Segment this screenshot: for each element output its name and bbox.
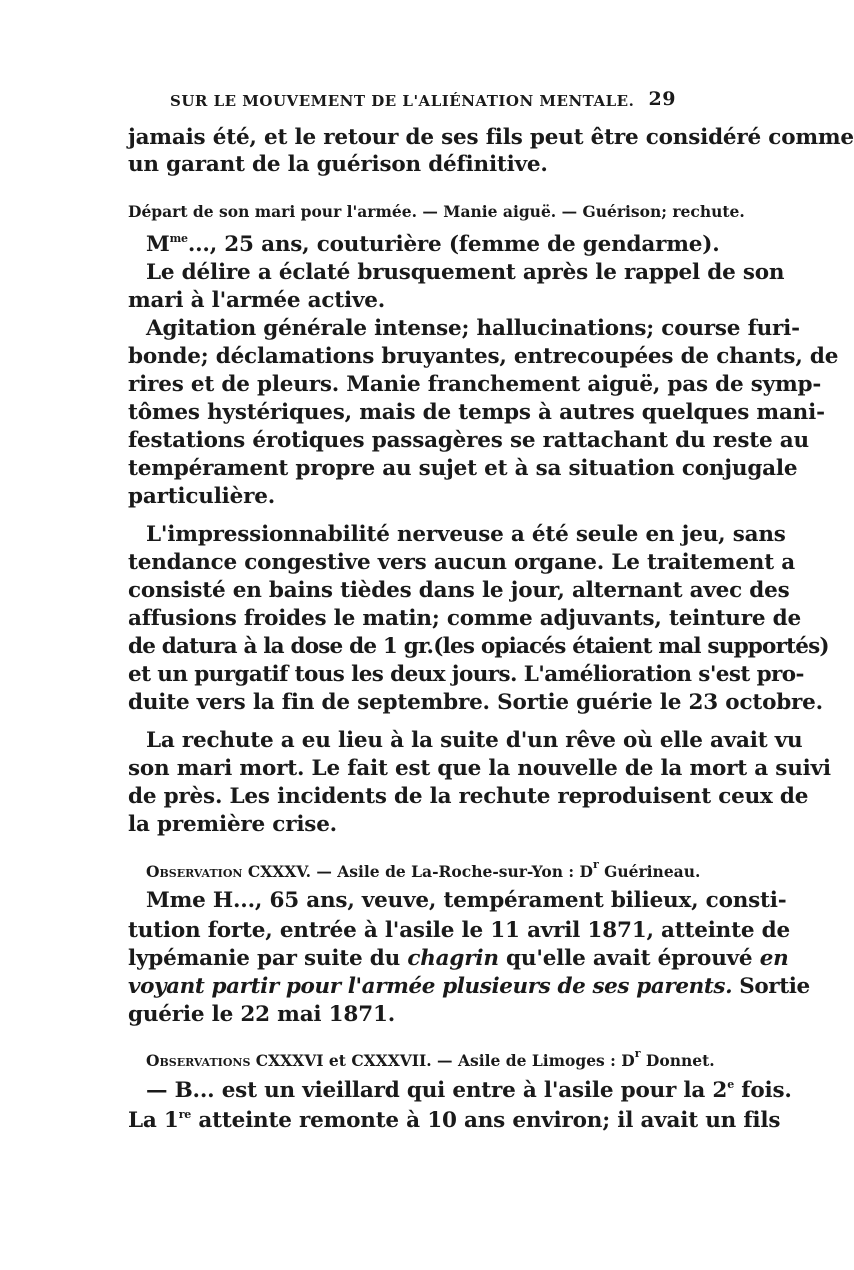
text-line: Mme H..., 65 ans, veuve, tempérament bilieux, consti- [146, 888, 787, 913]
text-line: un garant de la guérison définitive. [128, 152, 548, 177]
text-line: particulière. [128, 484, 276, 509]
text-line: Agitation générale intense; hallucinations; course furi- [146, 316, 800, 341]
text-line: — B... est un vieillard qui entre à l'asile pour la 2e fois. [146, 1078, 792, 1103]
running-head-title: SUR LE MOUVEMENT DE L'ALIÉNATION MENTALE. [170, 92, 635, 110]
text-line: son mari mort. Le fait est que la nouvelle de la mort a suivi [128, 756, 831, 781]
text-line: La rechute a eu lieu à la suite d'un rêve où elle avait vu [146, 728, 803, 753]
text-line: la première crise. [128, 812, 337, 837]
text-line: $M^{me}$..., 25 ans, couturière (femme de gendarme). [146, 232, 720, 257]
text-line: mari à l'armée active. [128, 288, 386, 313]
text-line: lypémanie par suite du chagrin qu'elle avait éprouvé en [128, 946, 789, 971]
text-line: L'impressionnabilité nerveuse a été seule en jeu, sans [146, 522, 786, 547]
observation-heading: Observation CXXXV. — Asile de La-Roche-sur-Yon : $D^r$ Guérineau. [146, 858, 701, 881]
text-line: affusions froides le matin; comme adjuvants, teinture de [128, 606, 801, 631]
text-line: et un purgatif tous les deux jours. L'amélioration s'est pro- [128, 662, 804, 687]
page-number: 29 [648, 88, 676, 110]
text-line: de datura à la dose de 1 gr.(les opiacés étaient mal supportés) [128, 634, 829, 659]
text-line: rires et de pleurs. Manie franchement aiguë, pas de symp- [128, 372, 822, 397]
case-heading: Départ de son mari pour l'armée. — Manie aiguë. — Guérison; rechute. [128, 202, 745, 221]
text-line: guérie le 22 mai 1871. [128, 1002, 395, 1027]
text-line: La 1re atteinte remonte à 10 ans environ; il avait un fils [128, 1108, 781, 1133]
text-line: consisté en bains tièdes dans le jour, alternant avec des [128, 578, 790, 603]
text-line: de près. Les incidents de la rechute reproduisent ceux de [128, 784, 809, 809]
text-line: tempérament propre au sujet et à sa situation conjugale [128, 456, 798, 481]
observation-heading: Observations CXXXVI et CXXXVII. — Asile de Limoges : $D^r$ Donnet. [146, 1047, 715, 1070]
text-line: festations érotiques passagères se rattachant du reste au [128, 428, 809, 453]
text-line: tution forte, entrée à l'asile le 11 avril 1871, atteinte de [128, 918, 790, 943]
text-line: tendance congestive vers aucun organe. Le traitement a [128, 550, 795, 575]
text-line: voyant partir pour l'armée plusieurs de ses parents. Sortie [128, 974, 810, 999]
text-line: duite vers la fin de septembre. Sortie guérie le 23 octobre. [128, 690, 823, 715]
text-line: tômes hystériques, mais de temps à autres quelques mani- [128, 400, 825, 425]
text-line: jamais été, et le retour de ses fils peut être considéré comme [128, 125, 854, 150]
text-line: Le délire a éclaté brusquement après le rappel de son [146, 260, 785, 285]
running-head [128, 86, 676, 116]
text-line: bonde; déclamations bruyantes, entrecoupées de chants, de [128, 344, 839, 369]
